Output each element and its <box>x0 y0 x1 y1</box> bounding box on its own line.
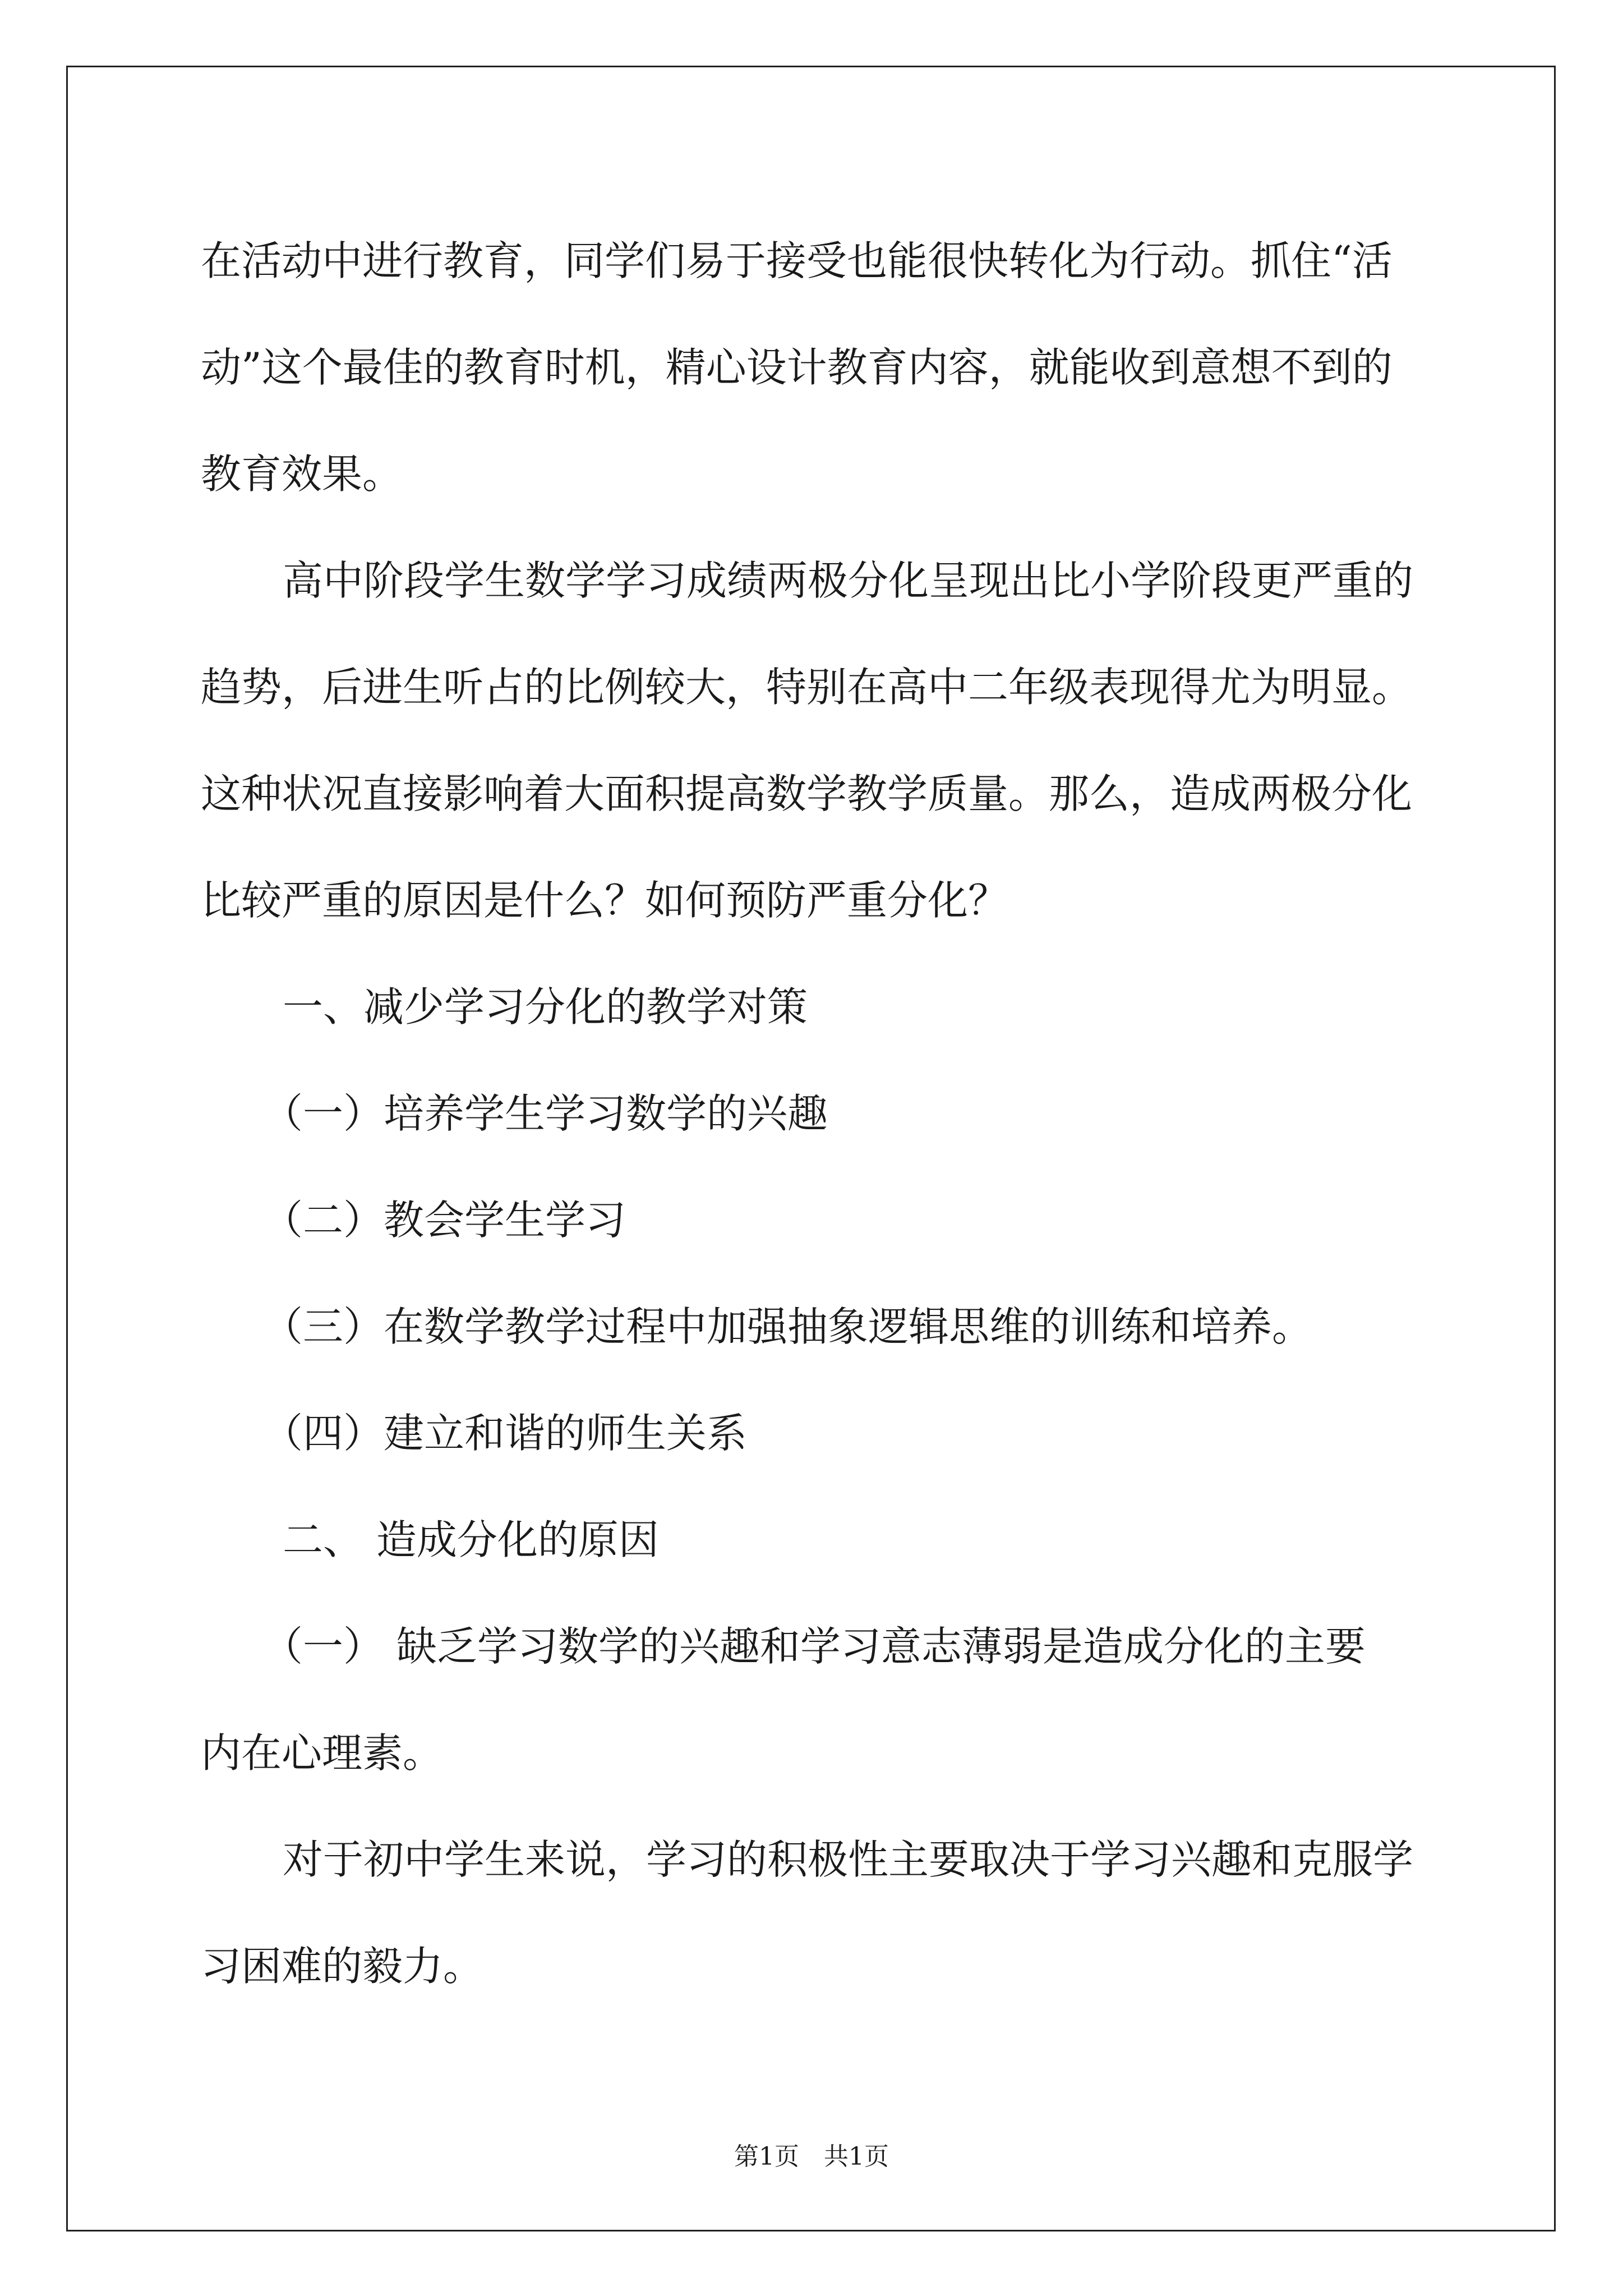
text-line: 在活动中进行教育，同学们易于接受也能很快转化为行动。抓住“活 <box>201 237 1393 284</box>
section-heading: 二、 造成分化的原因 <box>283 1516 659 1563</box>
paragraph-start: 对于初中学生来说，学习的积极性主要取决于学习兴趣和克服学 <box>283 1836 1414 1883</box>
document-body <box>201 208 1426 2019</box>
subsection-heading: （二）教会学生学习 <box>262 1197 626 1244</box>
text-line: 内在心理素。 <box>201 1729 444 1777</box>
text-line: 动”这个最佳的教育时机，精心设计教育内容，就能收到意想不到的 <box>201 344 1393 391</box>
text-line: 这种状况直接影响着大面积提高数学教学质量。那么，造成两极分化 <box>201 770 1413 817</box>
page-number: 第1页 共1页 <box>734 2142 889 2171</box>
section-heading: 一、减少学习分化的教学对策 <box>283 983 808 1030</box>
paragraph-start: 高中阶段学生数学学习成绩两极分化呈现出比小学阶段更严重的 <box>283 557 1414 604</box>
text-line: 教育效果。 <box>201 450 403 498</box>
text-line: 比较严重的原因是什么？如何预防严重分化？ <box>201 877 1009 924</box>
text-line: 趋势，后进生听占的比例较大，特别在高中二年级表现得尤为明显。 <box>201 664 1413 711</box>
subsection-heading: （三）在数学教学过程中加强抽象逻辑思维的训练和培养。 <box>262 1303 1313 1350</box>
text-line: 习困难的毅力。 <box>201 1943 484 1990</box>
subsection-heading: （一）培养学生学习数学的兴趣 <box>262 1090 828 1137</box>
subsection-heading: （四）建立和谐的师生关系 <box>262 1410 748 1457</box>
subsection-heading: （一） 缺乏学习数学的兴趣和学习意志薄弱是造成分化的主要 <box>262 1623 1366 1670</box>
